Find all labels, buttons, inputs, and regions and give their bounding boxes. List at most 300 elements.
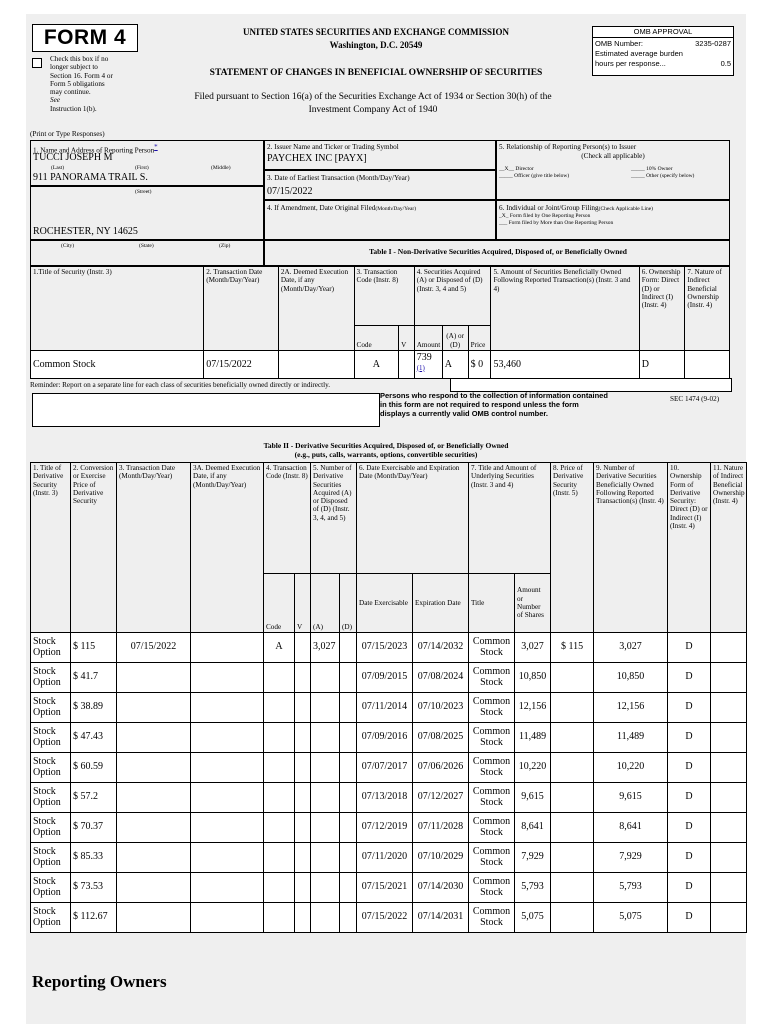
omb-title: OMB APPROVAL bbox=[593, 28, 733, 38]
t2-derivative-price bbox=[551, 693, 594, 723]
t2-transaction-date: 07/15/2022 bbox=[117, 633, 191, 663]
t2-underlying-title: Common Stock bbox=[469, 693, 515, 723]
t2-security: Stock Option bbox=[31, 753, 71, 783]
t2-acquired bbox=[311, 663, 340, 693]
table2-row bbox=[31, 693, 747, 723]
sec-form-code: SEC 1474 (9-02) bbox=[670, 395, 720, 403]
t2-nature bbox=[711, 873, 747, 903]
t2-ownership: D bbox=[668, 873, 711, 903]
table2-row bbox=[31, 663, 747, 693]
table1-title: Table I - Non-Derivative Securities Acquired, Disposed of, or Beneficially Owned bbox=[369, 247, 627, 256]
t1-deemed bbox=[278, 351, 354, 379]
t2-sub-shares: Amount or Number of Shares bbox=[515, 574, 551, 633]
t1-code: A bbox=[354, 351, 399, 379]
omb-number-label: OMB Number: bbox=[595, 39, 643, 48]
t2-sub-code: Code bbox=[264, 574, 295, 633]
t2-underlying-shares: 8,641 bbox=[515, 813, 551, 843]
t2-acquired: 3,027 bbox=[311, 633, 340, 663]
t2-expiration-date: 07/06/2026 bbox=[413, 753, 469, 783]
table2-row bbox=[31, 903, 747, 933]
t2-date-exercisable: 07/15/2022 bbox=[357, 903, 413, 933]
t2-col-underlying: 7. Title and Amount of Underlying Securities (Instr. 3 and 4) bbox=[469, 463, 551, 574]
t2-col-price: 8. Price of Derivative Security (Instr. 5) bbox=[551, 463, 594, 633]
t1-sub-amount: Amount bbox=[414, 326, 442, 351]
reporting-person-name-box bbox=[30, 140, 264, 186]
amendment-label-text: 4. If Amendment, Date Original Filed bbox=[267, 204, 376, 212]
t2-underlying-title: Common Stock bbox=[469, 663, 515, 693]
t2-expiration-date: 07/10/2023 bbox=[413, 693, 469, 723]
t2-transaction-date bbox=[117, 723, 191, 753]
t1-col-amount: 5. Amount of Securities Beneficially Owned Following Reported Transaction(s) (Instr. 3 and 4) bbox=[491, 267, 639, 351]
persons-notice bbox=[380, 391, 632, 418]
t2-expiration-date: 07/14/2030 bbox=[413, 873, 469, 903]
t2-disposed bbox=[340, 843, 357, 873]
form-sheet bbox=[26, 14, 746, 1024]
t2-v bbox=[295, 633, 311, 663]
t2-disposed bbox=[340, 873, 357, 903]
filing-type-label-small: (Check Applicable Line) bbox=[598, 206, 653, 212]
t2-date-exercisable: 07/11/2014 bbox=[357, 693, 413, 723]
one-person-option: _X_ Form filed by One Reporting Person bbox=[499, 213, 591, 219]
table2-title bbox=[146, 441, 626, 459]
t2-date-exercisable: 07/13/2018 bbox=[357, 783, 413, 813]
t2-disposed bbox=[340, 663, 357, 693]
table2 bbox=[30, 462, 747, 933]
print-type-note: (Print or Type Responses) bbox=[30, 130, 105, 138]
t2-underlying-shares: 10,220 bbox=[515, 753, 551, 783]
t2-derivative-price bbox=[551, 813, 594, 843]
t2-acquired bbox=[311, 783, 340, 813]
t2-underlying-shares: 10,850 bbox=[515, 663, 551, 693]
t2-nature bbox=[711, 663, 747, 693]
t2-v bbox=[295, 813, 311, 843]
table2-body bbox=[31, 463, 747, 933]
table2-row bbox=[31, 723, 747, 753]
table2-row bbox=[31, 843, 747, 873]
t2-sub-a: (A) bbox=[311, 574, 340, 633]
t2-deemed-date bbox=[191, 783, 264, 813]
t1-col-title: 1.Title of Security (Instr. 3) bbox=[31, 267, 204, 351]
t2-conversion-price: $ 57.2 bbox=[71, 783, 117, 813]
t2-code bbox=[264, 813, 295, 843]
t2-v bbox=[295, 693, 311, 723]
amendment-label-small: (Month/Day/Year) bbox=[375, 206, 417, 212]
t2-conversion-price: $ 60.59 bbox=[71, 753, 117, 783]
t1-sub-code: Code bbox=[354, 326, 399, 351]
footnote-link[interactable]: * bbox=[154, 143, 158, 151]
table1 bbox=[30, 266, 730, 379]
t2-transaction-date bbox=[117, 693, 191, 723]
table1-header-row bbox=[31, 267, 730, 326]
filing-type-label bbox=[499, 204, 653, 213]
t2-date-exercisable: 07/07/2017 bbox=[357, 753, 413, 783]
t2-owned: 3,027 bbox=[594, 633, 668, 663]
zip-label: (Zip) bbox=[219, 243, 231, 249]
t2-owned: 8,641 bbox=[594, 813, 668, 843]
t2-deemed-date bbox=[191, 903, 264, 933]
table2-title-text: Table II - Derivative Securities Acquired, Disposed of, or Beneficially Owned bbox=[263, 441, 509, 450]
city-state-zip: ROCHESTER, NY 14625 bbox=[33, 226, 138, 237]
table2-row bbox=[31, 633, 747, 663]
t2-date-exercisable: 07/15/2021 bbox=[357, 873, 413, 903]
t2-ownership: D bbox=[668, 693, 711, 723]
table2-subtitle: (e.g., puts, calls, warrants, options, convertible securities) bbox=[294, 450, 478, 459]
checkbox-line: may continue. bbox=[50, 88, 91, 97]
t2-transaction-date bbox=[117, 873, 191, 903]
agency-name: UNITED STATES SECURITIES AND EXCHANGE COMMISSION bbox=[243, 27, 509, 37]
filing-type-label-text: 6. Individual or Joint/Group Filing bbox=[499, 204, 599, 212]
t2-nature bbox=[711, 633, 747, 663]
t2-underlying-shares: 12,156 bbox=[515, 693, 551, 723]
t2-acquired bbox=[311, 873, 340, 903]
t2-derivative-price bbox=[551, 873, 594, 903]
t2-sub-d: (D) bbox=[340, 574, 357, 633]
t2-deemed-date bbox=[191, 873, 264, 903]
first-label: (First) bbox=[135, 165, 149, 171]
filing-type-box bbox=[496, 200, 730, 240]
city-label: (City) bbox=[61, 243, 75, 249]
relationship-sublabel: (Check all applicable) bbox=[581, 151, 645, 160]
filed-line: Investment Company Act of 1940 bbox=[308, 104, 438, 115]
t2-disposed bbox=[340, 633, 357, 663]
t1-v bbox=[399, 351, 415, 379]
statement-title: STATEMENT OF CHANGES IN BENEFICIAL OWNERSHIP OF SECURITIES bbox=[209, 68, 543, 78]
persons-line: in this form are not required to respond unless the form bbox=[380, 400, 579, 409]
checkbox-line: Form 5 obligations bbox=[50, 79, 105, 88]
t2-security: Stock Option bbox=[31, 723, 71, 753]
t2-col-nature: 11. Nature of Indirect Beneficial Ownership (Instr. 4) bbox=[711, 463, 747, 633]
t2-deemed-date bbox=[191, 813, 264, 843]
t1-date: 07/15/2022 bbox=[204, 351, 279, 379]
t1-sub-price: Price bbox=[468, 326, 491, 351]
t2-deemed-date bbox=[191, 663, 264, 693]
t2-v bbox=[295, 723, 311, 753]
t2-acquired bbox=[311, 813, 340, 843]
table2-row bbox=[31, 753, 747, 783]
relationship-box bbox=[496, 140, 730, 200]
t2-ownership: D bbox=[668, 813, 711, 843]
t2-sub-exercisable: Date Exercisable bbox=[357, 574, 413, 633]
t2-security: Stock Option bbox=[31, 843, 71, 873]
issuer-name: PAYCHEX INC [PAYX] bbox=[267, 153, 367, 164]
t2-col-code: 4. Transaction Code (Instr. 8) bbox=[264, 463, 311, 574]
checkbox-line: Section 16. Form 4 or bbox=[50, 71, 113, 80]
t2-transaction-date bbox=[117, 783, 191, 813]
t2-underlying-title: Common Stock bbox=[469, 873, 515, 903]
t2-underlying-title: Common Stock bbox=[469, 813, 515, 843]
t2-ownership: D bbox=[668, 843, 711, 873]
t2-disposed bbox=[340, 753, 357, 783]
agency-title bbox=[186, 26, 566, 52]
t2-underlying-title: Common Stock bbox=[469, 843, 515, 873]
t2-conversion-price: $ 70.37 bbox=[71, 813, 117, 843]
earliest-date-box bbox=[264, 170, 496, 200]
t2-sub-title: Title bbox=[469, 574, 515, 633]
t2-security: Stock Option bbox=[31, 813, 71, 843]
t1-col-date: 2. Transaction Date (Month/Day/Year) bbox=[204, 267, 279, 351]
t1-ownership: D bbox=[639, 351, 685, 379]
persons-line: Persons who respond to the collection of information contained bbox=[380, 391, 608, 400]
t2-underlying-shares: 7,929 bbox=[515, 843, 551, 873]
t2-expiration-date: 07/12/2027 bbox=[413, 783, 469, 813]
t2-transaction-date bbox=[117, 813, 191, 843]
t2-code bbox=[264, 843, 295, 873]
t2-date-exercisable: 07/12/2019 bbox=[357, 813, 413, 843]
city-box bbox=[30, 240, 264, 266]
street-label: (Street) bbox=[135, 189, 152, 195]
t2-col-ownership: 10. Ownership Form of Derivative Security: Direct (D) or Indirect (I) (Instr. 4) bbox=[668, 463, 711, 633]
t2-acquired bbox=[311, 693, 340, 723]
t2-code bbox=[264, 753, 295, 783]
t2-underlying-title: Common Stock bbox=[469, 903, 515, 933]
t2-derivative-price: $ 115 bbox=[551, 633, 594, 663]
t2-expiration-date: 07/08/2025 bbox=[413, 723, 469, 753]
t2-nature bbox=[711, 693, 747, 723]
checkbox-line: Instruction 1(b). bbox=[50, 104, 97, 113]
relationship-label-text: 5. Relationship of Reporting Person(s) to Issuer bbox=[499, 143, 637, 151]
omb-number-value: 3235-0287 bbox=[695, 39, 731, 48]
t1-amount-value: 739 bbox=[416, 352, 432, 363]
t2-code: A bbox=[264, 633, 295, 663]
t2-ownership: D bbox=[668, 753, 711, 783]
t2-expiration-date: 07/14/2031 bbox=[413, 903, 469, 933]
omb-hours-row bbox=[595, 60, 731, 68]
t2-v bbox=[295, 783, 311, 813]
t2-ownership: D bbox=[668, 633, 711, 663]
t1-col-code: 3. Transaction Code (Instr. 8) bbox=[354, 267, 414, 326]
reporting-person-name: TUCCI JOSEPH M bbox=[33, 152, 113, 163]
t2-ownership: D bbox=[668, 663, 711, 693]
t2-underlying-shares: 5,075 bbox=[515, 903, 551, 933]
t2-derivative-price bbox=[551, 843, 594, 873]
t2-conversion-price: $ 112.67 bbox=[71, 903, 117, 933]
t2-col-title: 1. Title of Derivative Security (Instr. 3) bbox=[31, 463, 71, 633]
t2-sub-v: V bbox=[295, 574, 311, 633]
t2-transaction-date bbox=[117, 843, 191, 873]
t2-owned: 10,850 bbox=[594, 663, 668, 693]
t2-derivative-price bbox=[551, 903, 594, 933]
t2-underlying-shares: 3,027 bbox=[515, 633, 551, 663]
filed-pursuant bbox=[148, 91, 598, 117]
t2-col-owned: 9. Number of Derivative Securities Beneficially Owned Following Reported Transaction(s) (Instr. 4) bbox=[594, 463, 668, 633]
t2-v bbox=[295, 873, 311, 903]
t2-security: Stock Option bbox=[31, 693, 71, 723]
t2-owned: 11,489 bbox=[594, 723, 668, 753]
t2-disposed bbox=[340, 693, 357, 723]
t2-owned: 5,075 bbox=[594, 903, 668, 933]
reminder-text: Reminder: Report on a separate line for each class of securities beneficially owned directly or indirectly. bbox=[30, 381, 331, 389]
t1-sub-v: V bbox=[399, 326, 415, 351]
t2-owned: 9,615 bbox=[594, 783, 668, 813]
state-label: (State) bbox=[139, 243, 154, 249]
t2-date-exercisable: 07/09/2015 bbox=[357, 663, 413, 693]
t1-col-deemed: 2A. Deemed Execution Date, if any (Month/Day/Year) bbox=[278, 267, 354, 351]
t2-acquired bbox=[311, 903, 340, 933]
table2-row bbox=[31, 783, 747, 813]
t2-deemed-date bbox=[191, 843, 264, 873]
t2-conversion-price: $ 85.33 bbox=[71, 843, 117, 873]
t2-nature bbox=[711, 843, 747, 873]
omb-approval-box bbox=[592, 26, 734, 76]
t2-owned: 7,929 bbox=[594, 843, 668, 873]
t2-derivative-price bbox=[551, 723, 594, 753]
t2-conversion-price: $ 38.89 bbox=[71, 693, 117, 723]
t2-expiration-date: 07/08/2024 bbox=[413, 663, 469, 693]
table2-header-row bbox=[31, 463, 747, 574]
street-address: 911 PANORAMA TRAIL S. bbox=[33, 172, 148, 183]
t2-ownership: D bbox=[668, 903, 711, 933]
table2-row bbox=[31, 873, 747, 903]
t2-col-exercisable: 6. Date Exercisable and Expiration Date (Month/Day/Year) bbox=[357, 463, 469, 574]
t2-expiration-date: 07/14/2032 bbox=[413, 633, 469, 663]
relationship-label bbox=[499, 143, 727, 160]
t2-deemed-date bbox=[191, 633, 264, 663]
t2-nature bbox=[711, 753, 747, 783]
t1-amount bbox=[414, 351, 442, 379]
agency-location: Washington, D.C. 20549 bbox=[329, 40, 423, 51]
earliest-date: 07/15/2022 bbox=[267, 186, 313, 197]
persons-line: displays a currently valid OMB control number. bbox=[380, 409, 548, 418]
t2-owned: 5,793 bbox=[594, 873, 668, 903]
t2-conversion-price: $ 115 bbox=[71, 633, 117, 663]
t2-col-date: 3. Transaction Date (Month/Day/Year) bbox=[117, 463, 191, 633]
t2-transaction-date bbox=[117, 903, 191, 933]
other-option: _____ Other (specify below) bbox=[631, 173, 695, 179]
t2-code bbox=[264, 903, 295, 933]
t1-owned: 53,460 bbox=[491, 351, 639, 379]
t2-conversion-price: $ 41.7 bbox=[71, 663, 117, 693]
t2-underlying-title: Common Stock bbox=[469, 783, 515, 813]
t2-acquired bbox=[311, 723, 340, 753]
t2-code bbox=[264, 783, 295, 813]
amendment-box bbox=[264, 200, 496, 240]
t2-underlying-title: Common Stock bbox=[469, 723, 515, 753]
t2-underlying-shares: 9,615 bbox=[515, 783, 551, 813]
t2-nature bbox=[711, 723, 747, 753]
t2-expiration-date: 07/11/2028 bbox=[413, 813, 469, 843]
t2-underlying-title: Common Stock bbox=[469, 753, 515, 783]
omb-number-row bbox=[595, 40, 731, 48]
director-option: __X__ Director bbox=[499, 166, 534, 172]
t1-col-ownership: 6. Ownership Form: Direct (D) or Indirect (I) (Instr. 4) bbox=[639, 267, 685, 351]
t2-ownership: D bbox=[668, 783, 711, 813]
t2-acquired bbox=[311, 753, 340, 783]
t2-nature bbox=[711, 813, 747, 843]
t2-underlying-shares: 5,793 bbox=[515, 873, 551, 903]
t1-aord: A bbox=[442, 351, 468, 379]
t2-transaction-date bbox=[117, 663, 191, 693]
address-box bbox=[30, 186, 264, 240]
field1-label-text: 1. Name and Address of Reporting Person bbox=[33, 146, 155, 155]
reminder-bar bbox=[450, 378, 732, 392]
t1-col-acquired: 4. Securities Acquired (A) or Disposed of (D) (Instr. 3, 4 and 5) bbox=[414, 267, 491, 326]
t2-conversion-price: $ 73.53 bbox=[71, 873, 117, 903]
omb-burden-label: Estimated average burden bbox=[595, 49, 683, 58]
t2-security: Stock Option bbox=[31, 873, 71, 903]
t2-date-exercisable: 07/15/2023 bbox=[357, 633, 413, 663]
issuer-box bbox=[264, 140, 496, 170]
t2-owned: 10,220 bbox=[594, 753, 668, 783]
checkbox-line: See bbox=[50, 96, 60, 105]
amendment-label bbox=[267, 204, 416, 213]
t2-derivative-price bbox=[551, 753, 594, 783]
section16-checkbox[interactable] bbox=[32, 58, 42, 68]
filed-line: Filed pursuant to Section 16(a) of the Securities Exchange Act of 1934 or Section 30(h) of the bbox=[194, 92, 552, 102]
t1-sub-aord: (A) or (D) bbox=[442, 326, 468, 351]
t1-nature bbox=[685, 351, 730, 379]
omb-hours-label: hours per response... bbox=[595, 59, 666, 68]
t2-disposed bbox=[340, 903, 357, 933]
t2-code bbox=[264, 873, 295, 903]
t2-v bbox=[295, 903, 311, 933]
t2-underlying-title: Common Stock bbox=[469, 633, 515, 663]
officer-option: _____ Officer (give title below) bbox=[499, 173, 570, 179]
t2-disposed bbox=[340, 723, 357, 753]
reporting-owners-heading: Reporting Owners bbox=[32, 972, 167, 991]
t2-disposed bbox=[340, 813, 357, 843]
checkbox-line: Check this box if no bbox=[50, 55, 109, 63]
t1-price: $ 0 bbox=[468, 351, 491, 379]
earliest-date-label: 3. Date of Earliest Transaction (Month/Day/Year) bbox=[267, 174, 410, 182]
t2-date-exercisable: 07/09/2016 bbox=[357, 723, 413, 753]
issuer-label: 2. Issuer Name and Ticker or Trading Symbol bbox=[267, 143, 399, 151]
t2-conversion-price: $ 47.43 bbox=[71, 723, 117, 753]
t2-v bbox=[295, 753, 311, 783]
t2-nature bbox=[711, 903, 747, 933]
t1-col-nature: 7. Nature of Indirect Beneficial Ownership (Instr. 4) bbox=[685, 267, 730, 351]
table1-title-box bbox=[264, 240, 730, 266]
t2-deemed-date bbox=[191, 753, 264, 783]
table1-row bbox=[31, 351, 730, 379]
t2-underlying-shares: 11,489 bbox=[515, 723, 551, 753]
t2-v bbox=[295, 663, 311, 693]
t2-code bbox=[264, 693, 295, 723]
t2-security: Stock Option bbox=[31, 783, 71, 813]
t2-disposed bbox=[340, 783, 357, 813]
t2-date-exercisable: 07/11/2020 bbox=[357, 843, 413, 873]
form-title: FORM 4 bbox=[32, 24, 138, 52]
t2-ownership: D bbox=[668, 723, 711, 753]
t1-security: Common Stock bbox=[31, 351, 204, 379]
ten-pct-owner-option: _____ 10% Owner bbox=[631, 166, 673, 172]
t2-security: Stock Option bbox=[31, 663, 71, 693]
t2-security: Stock Option bbox=[31, 633, 71, 663]
t2-owned: 12,156 bbox=[594, 693, 668, 723]
t2-expiration-date: 07/10/2029 bbox=[413, 843, 469, 873]
t2-code bbox=[264, 663, 295, 693]
checkbox-label bbox=[50, 55, 136, 113]
footnote-link[interactable]: (1) bbox=[416, 363, 425, 372]
omb-hours-value: 0.5 bbox=[720, 59, 731, 68]
t2-v bbox=[295, 843, 311, 873]
multi-person-option: ___ Form filed by More than One Reporting Person bbox=[499, 220, 614, 226]
t2-col-conversion: 2. Conversion or Exercise Price of Derivative Security bbox=[71, 463, 117, 633]
last-label: (Last) bbox=[51, 165, 65, 171]
t2-deemed-date bbox=[191, 723, 264, 753]
t2-derivative-price bbox=[551, 663, 594, 693]
t2-nature bbox=[711, 783, 747, 813]
reminder-box bbox=[32, 393, 380, 427]
middle-label: (Middle) bbox=[211, 165, 231, 171]
t2-sub-expiration: Expiration Date bbox=[413, 574, 469, 633]
t2-code bbox=[264, 723, 295, 753]
t2-col-deemed: 3A. Deemed Execution Date, if any (Month/Day/Year) bbox=[191, 463, 264, 633]
t2-acquired bbox=[311, 843, 340, 873]
t2-deemed-date bbox=[191, 693, 264, 723]
t2-col-number: 5. Number of Derivative Securities Acquired (A) or Disposed of (D) (Instr. 3, 4, and 5) bbox=[311, 463, 357, 574]
t2-transaction-date bbox=[117, 753, 191, 783]
t2-security: Stock Option bbox=[31, 903, 71, 933]
